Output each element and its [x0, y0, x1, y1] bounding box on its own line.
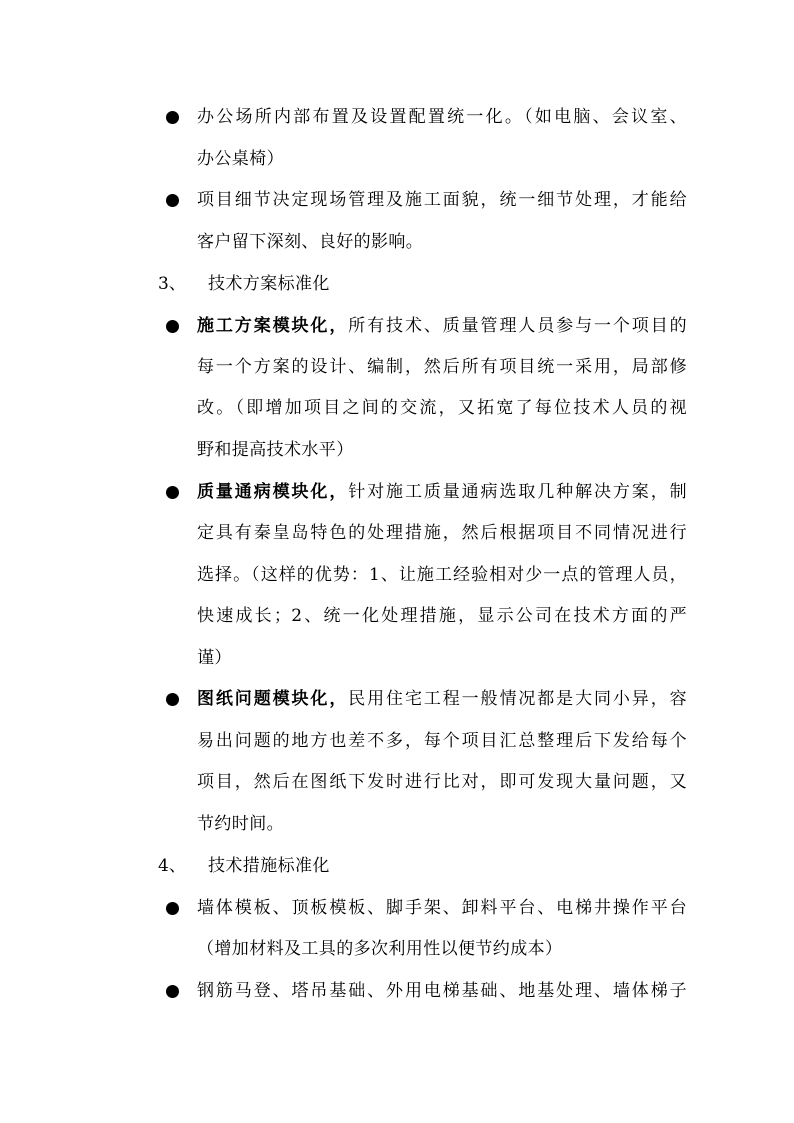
heading-number: 3、 [158, 274, 186, 294]
text-line: 墙体模板、顶板模板、脚手架、卸料平台、电梯井操作平台 [197, 898, 687, 918]
section-heading: 技术方案标准化 [208, 274, 330, 294]
bold-lead: 质量通病模块化， [197, 482, 349, 502]
text-line: 节约时间。 [197, 814, 284, 834]
text-run: 民用住宅工程一般情况都是大同小异，容 [348, 689, 687, 709]
bullet-dot [166, 486, 179, 499]
text-line: 办公场所内部布置及设置配置统一化。（如电脑、会议室、 [197, 107, 687, 127]
text-run: 针对施工质量通病选取几种解决方案，制 [348, 482, 687, 502]
text-line: 易出问题的地方也差不多，每个项目汇总整理后下发给每个 [197, 731, 687, 751]
text-line: 客户留下深刻、良好的影响。 [197, 232, 424, 252]
text-line [197, 689, 687, 709]
text-line: 每一个方案的设计、编制，然后所有项目统一采用，局部修 [197, 357, 687, 377]
bold-lead: 施工方案模块化， [197, 316, 349, 336]
bullet-dot [166, 985, 179, 998]
bullet-dot [166, 693, 179, 706]
section-heading: 技术措施标准化 [208, 856, 330, 876]
bullet-dot [166, 111, 179, 124]
text-line: 谨） [197, 648, 232, 668]
text-line: 定具有秦皇岛特色的处理措施，然后根据项目不同情况进行 [197, 523, 687, 543]
text-run: 所有技术、质量管理人员参与一个项目的 [348, 316, 687, 336]
text-line [197, 482, 687, 502]
text-line: 野和提高技术水平） [197, 440, 354, 460]
text-line: 办公桌椅） [197, 149, 284, 169]
bullet-dot [166, 902, 179, 915]
text-line: （增加材料及工具的多次利用性以便节约成本） [197, 939, 563, 959]
text-line: 钢筋马登、塔吊基础、外用电梯基础、地基处理、墙体梯子 [197, 981, 687, 1001]
bold-lead: 图纸问题模块化， [197, 689, 349, 709]
text-line: 改。（即增加项目之间的交流，又拓宽了每位技术人员的视 [197, 398, 687, 418]
text-line [197, 316, 687, 336]
text-line: 选择。（这样的优势：1、让施工经验相对少一点的管理人员， [197, 565, 687, 585]
text-line: 项目，然后在图纸下发时进行比对，即可发现大量问题，又 [197, 772, 687, 792]
bullet-dot [166, 320, 179, 333]
text-line: 项目细节决定现场管理及施工面貌，统一细节处理，才能给 [197, 190, 687, 210]
text-line: 快速成长；2、统一化处理措施，显示公司在技术方面的严 [197, 606, 687, 626]
bullet-dot [166, 194, 179, 207]
heading-number: 4、 [158, 856, 186, 876]
